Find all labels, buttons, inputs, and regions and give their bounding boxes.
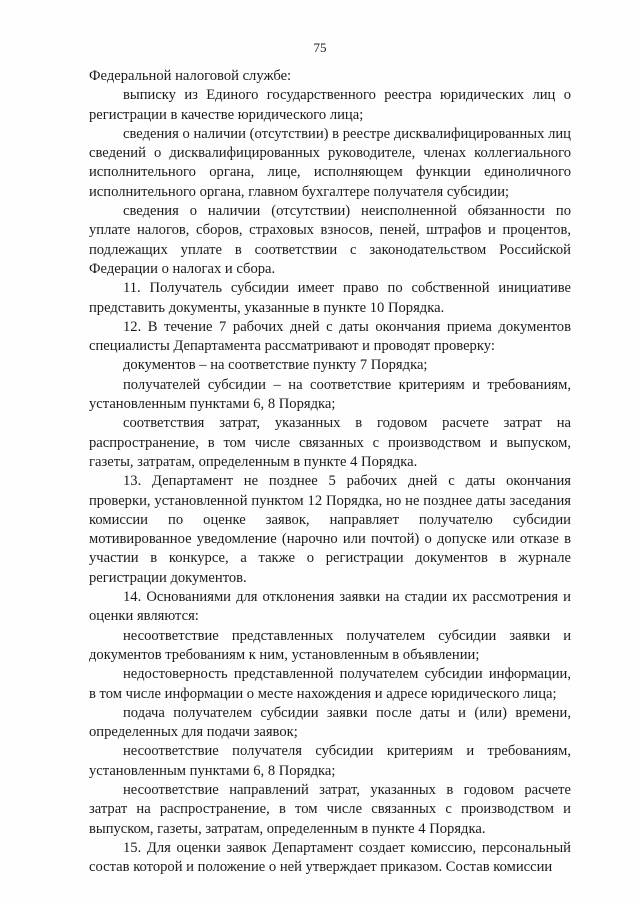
paragraph: несоответствие представленных получателем субсидии заявки и документов требованиям к ним, установленным в объявлении; [89,627,571,663]
paragraph: 15. Для оценки заявок Департамент создает комиссию, персональный состав которой и положение о ней утверждает приказом. Состав комиссии [89,839,571,876]
paragraph: сведения о наличии (отсутствии) в реестре дисквалифицированных лиц сведений о дисквалифицированных руководителе, членах коллегиального исполнительного органа, лице, исполняющем функции единоличного исполнительного органа, главном бухгалтере получателя субсидии; [89,125,571,200]
paragraph: 14. Основаниями для отклонения заявки на стадии их рассмотрения и оценки являются: [89,589,571,625]
paragraph: получателей субсидии – на соответствие критериям и требованиям, установленным пунктами 6, 8 Порядка; [89,376,571,413]
paragraph: несоответствие направлений затрат, указанных в годовом расчете затрат на распространение, в том числе связанных с производством и выпуском, газеты, затратам, определенным в пункте 4 Порядка. [89,781,571,837]
paragraph: выписку из Единого государственного реестра юридических лиц о регистрации в качестве юридического лица; [89,87,571,123]
paragraph: сведения о наличии (отсутствии) неисполненной обязанности по уплате налогов, сборов, страховых взносов, пеней, штрафов и процентов, подлежащих уплате в соответствии с законодательством Российской Федерации о налогах и сбора. [89,203,571,277]
document-body [89,67,571,877]
paragraph: 12. В течение 7 рабочих дней с даты окончания приема документов специалисты Департамента рассматривают и проводят проверку: [89,318,571,355]
paragraph: соответствия затрат, указанных в годовом расчете затрат на распространение, в том числе связанных с производством и выпуском, газеты, затратам, определенным в пункте 4 Порядка. [89,415,571,470]
paragraph: несоответствие получателя субсидии критериям и требованиям, установленным пунктами 6, 8 Порядка; [89,743,571,779]
page-number: 75 [313,40,327,55]
paragraph: документов – на соответствие пункту 7 Порядка; [123,357,428,374]
paragraph: недостоверность представленной получателем субсидии информации, в том числе информации о месте нахождения и адресе юридического лица; [89,666,571,702]
paragraph: 11. Получатель субсидии имеет право по собственной инициативе представить документы, указанные в пункте 10 Порядка. [89,280,571,316]
paragraph: Федеральной налоговой службе: [89,68,292,84]
paragraph: 13. Департамент не позднее 5 рабочих дней с даты окончания проверки, установленной пунктом 12 Порядка, но не позднее даты заседания комиссии по оценке заявок, направляет получателю субсидии мотивированное уведомление (нарочно или почтой) о допуске или отказе в участии в конкурсе, а также о регистрации документов в журнале регистрации документов. [89,473,571,586]
paragraph: подача получателем субсидии заявки после даты и (или) времени, определенных для подачи заявок; [89,704,571,741]
